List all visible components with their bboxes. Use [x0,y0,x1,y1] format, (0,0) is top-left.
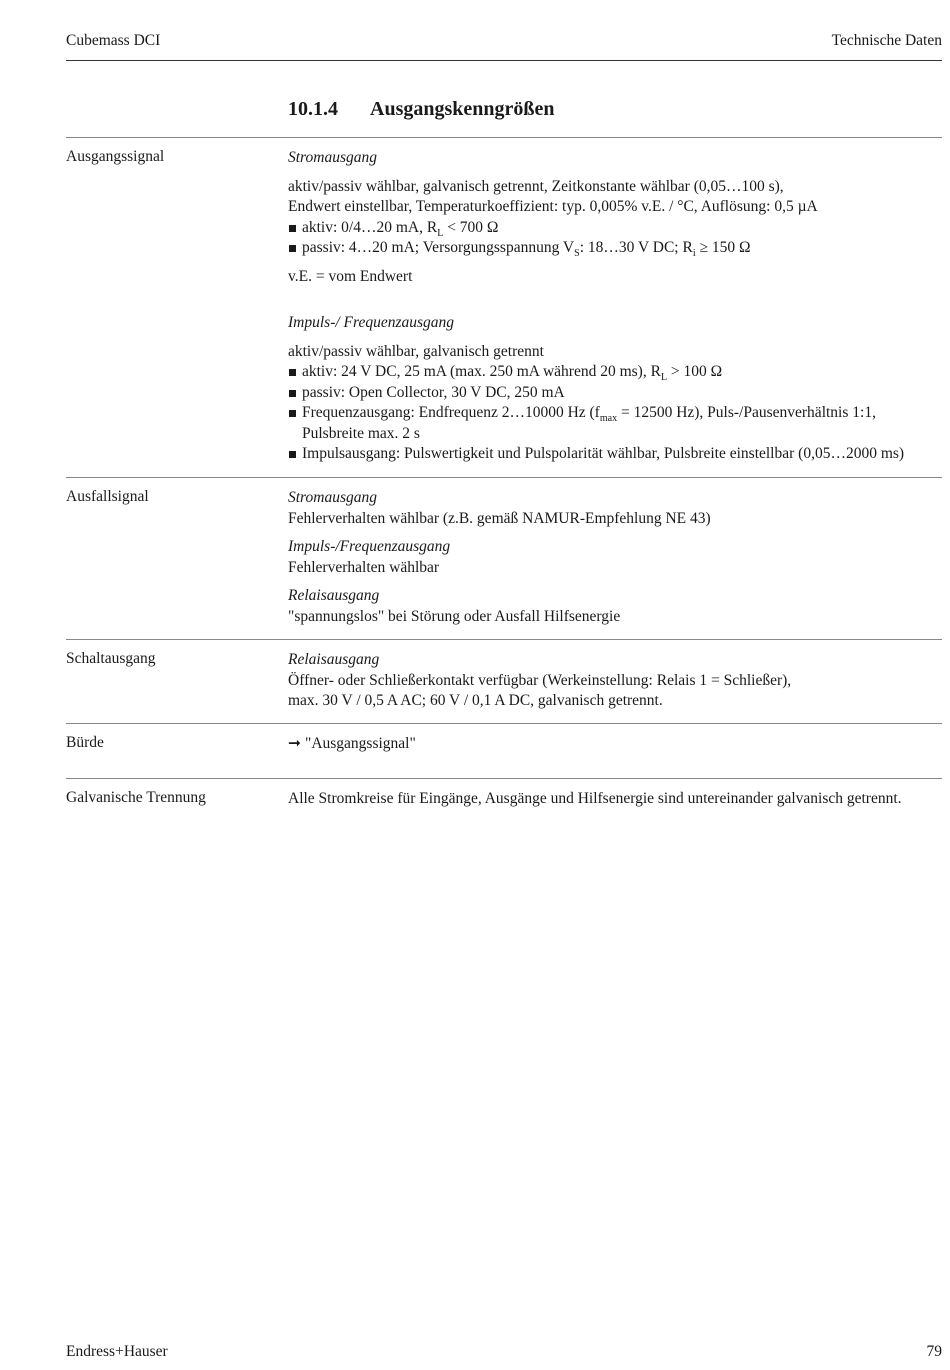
list-item: aktiv: 0/4…20 mA, $R_L < 700$ Ω [288,218,942,239]
text-line: Öffner- oder Schließerkontakt verfügbar (Werkeinstellung: Relais 1 = Schließer), [288,671,792,689]
text-line: aktiv/passiv wählbar, galvanisch getrennt, Zeitkonstante wählbar (0,05…100 s), [288,177,784,195]
list-item: Impulsausgang: Pulswertigkeit und Pulspolarität wählbar, Pulsbreite einstellbar (0,05…2000 ms) [288,444,942,465]
text-line: Fehlerverhalten wählbar [288,558,440,576]
row-content [288,488,942,627]
row-content [288,650,942,712]
list-item: aktiv: 24 V DC, 25 mA (max. 250 mA während 20 ms), $R_L > 100$ Ω [288,362,942,383]
text-line: "spannungslos" bei Störung oder Ausfall Hilfsenergie [288,607,621,625]
row-content [288,148,942,465]
row-ausgangssignal [66,137,942,478]
header-product-name: Cubemass DCI [66,32,161,49]
row-buerde [66,723,942,779]
header-chapter-title: Technische Daten [831,32,942,49]
row-label: Schaltausgang [66,650,156,667]
row-galvanische-trennung [66,778,942,819]
bullet-list [288,362,942,465]
list-item: Frequenzausgang: Endfrequenz 2…10000 Hz ($f_{max} = 12500$ Hz), Puls-/Pausenverhältnis 1:1, Pulsbreite max. 2 s [288,403,942,444]
row-content [288,789,942,810]
arrow-right-icon: ➞ [288,735,301,752]
row-ausfallsignal [66,477,942,640]
text-line: Alle Stromkreise für Eingänge, Ausgänge und Hilfsenergie sind untereinander galvanisch getrennt. [288,790,902,807]
list-item: passiv: Open Collector, 30 V DC, 250 mA [288,383,942,404]
subheading: Impuls-/Frequenzausgang [288,538,451,555]
footnote-ve: v.E. = vom Endwert [288,267,413,285]
row-content [288,734,942,755]
section-heading [288,98,555,121]
section-title: Ausgangskenngrößen [370,98,555,120]
header-rule [66,60,942,61]
list-item: passiv: 4…20 mA; Versorgungsspannung $V_S$: 18…30 V DC; $R_i \ge 150$ Ω [288,238,942,259]
section-number: 10.1.4 [288,98,338,120]
row-label: Ausfallsignal [66,488,149,505]
row-label: Bürde [66,734,104,751]
footer-brand: Endress+Hauser [66,1343,168,1360]
subheading: Stromausgang [288,489,377,506]
row-schaltausgang [66,639,942,724]
page-number: 79 [926,1343,942,1360]
cross-reference: "Ausgangssignal" [305,735,416,752]
text-line: aktiv/passiv wählbar, galvanisch getrennt [288,342,544,360]
row-label: Galvanische Trennung [66,789,206,806]
text-line: Fehlerverhalten wählbar (z.B. gemäß NAMUR-Empfehlung NE 43) [288,509,711,527]
subheading-stromausgang: Stromausgang [288,149,377,166]
subheading: Relaisausgang [288,587,380,604]
row-label: Ausgangssignal [66,148,165,165]
subheading: Relaisausgang [288,651,380,668]
text-line: Endwert einstellbar, Temperaturkoeffizient: typ. 0,005% v.E. / °C, Auflösung: 0,5 µA [288,198,818,215]
subheading-impulsausgang: Impuls-/ Frequenzausgang [288,314,455,331]
bullet-list [288,218,942,259]
text-line: max. 30 V / 0,5 A AC; 60 V / 0,1 A DC, galvanisch getrennt. [288,692,663,709]
